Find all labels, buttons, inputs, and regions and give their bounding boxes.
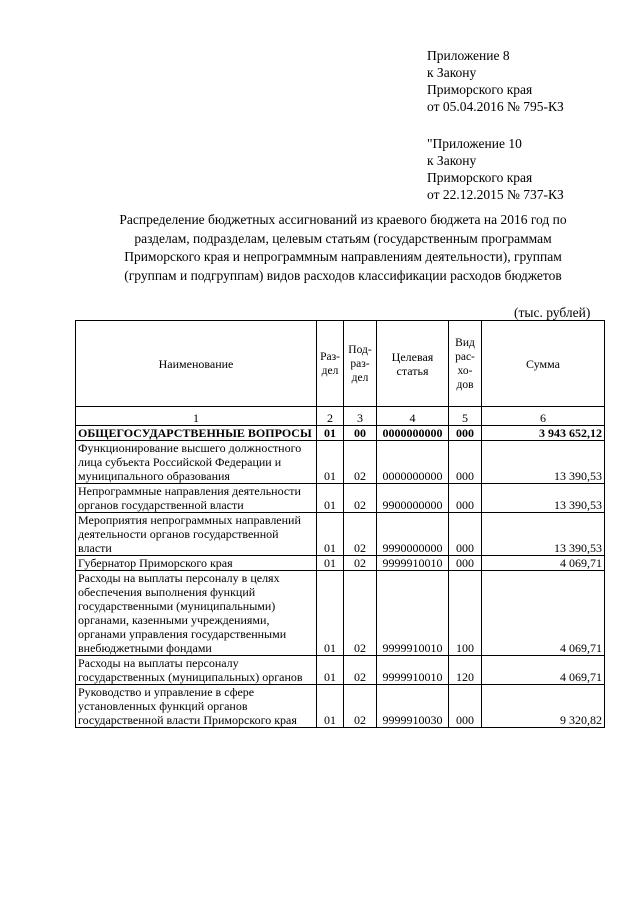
row-name-cell: Расходы на выплаты персоналу государственных (муниципальных) органов xyxy=(76,656,317,685)
row-target-cell: 9990000000 xyxy=(377,513,449,556)
appendix-current-reference xyxy=(427,47,564,115)
appendix-line: Приморского края xyxy=(427,170,533,185)
row-target-cell: 9999910010 xyxy=(377,656,449,685)
header-subsection: Под- раз- дел xyxy=(344,321,377,407)
row-expense-type-cell: 000 xyxy=(449,426,482,441)
column-number: 1 xyxy=(76,407,317,426)
table-row xyxy=(76,571,605,656)
table-body xyxy=(76,426,605,728)
title-line: Приморского края и непрограммным направлениям деятельности), группам xyxy=(124,249,562,264)
title-line: разделам, подразделам, целевым статьям (государственным программам xyxy=(134,230,552,246)
appendix-line: Приморского края xyxy=(427,82,533,97)
row-section-cell: 01 xyxy=(317,571,344,656)
row-expense-type-cell: 000 xyxy=(449,685,482,728)
appendix-line: от 05.04.2016 № 795-КЗ xyxy=(427,99,564,114)
title-line: Распределение бюджетных ассигнований из краевого бюджета на 2016 год по xyxy=(119,212,567,227)
table-row xyxy=(76,685,605,728)
row-amount-cell: 9 320,82 xyxy=(482,685,605,728)
column-number-row xyxy=(76,407,605,426)
appendix-original-reference xyxy=(427,135,564,203)
header-name: Наименование xyxy=(76,321,317,407)
row-subsection-cell: 02 xyxy=(344,556,377,571)
row-name-cell: Мероприятия непрограммных направлений деятельности органов государственной власти xyxy=(76,513,317,556)
row-expense-type-cell: 000 xyxy=(449,513,482,556)
row-subsection-cell: 02 xyxy=(344,656,377,685)
row-expense-type-cell: 000 xyxy=(449,484,482,513)
header-amount: Сумма xyxy=(482,321,605,407)
row-amount-cell: 3 943 652,12 xyxy=(482,426,605,441)
appendix-line: Приложение 8 xyxy=(427,48,510,63)
column-number: 4 xyxy=(377,407,449,426)
row-target-cell: 9999910030 xyxy=(377,685,449,728)
row-amount-cell: 13 390,53 xyxy=(482,484,605,513)
row-expense-type-cell: 100 xyxy=(449,571,482,656)
document-title xyxy=(78,211,608,285)
header-row xyxy=(76,321,605,407)
row-target-cell: 9999910010 xyxy=(377,571,449,656)
table-row xyxy=(76,556,605,571)
units-label: (тыс. рублей) xyxy=(514,305,591,320)
row-section-cell: 01 xyxy=(317,484,344,513)
row-target-cell: 9900000000 xyxy=(377,484,449,513)
row-expense-type-cell: 120 xyxy=(449,656,482,685)
appendix-line: от 22.12.2015 № 737-КЗ xyxy=(427,187,564,202)
row-name-cell: Функционирование высшего должностного лица субъекта Российской Федерации и муниципального образования xyxy=(76,441,317,484)
row-name-cell: ОБЩЕГОСУДАРСТВЕННЫЕ ВОПРОСЫ xyxy=(76,426,317,441)
row-subsection-cell: 02 xyxy=(344,571,377,656)
row-subsection-cell: 00 xyxy=(344,426,377,441)
row-name-cell: Руководство и управление в сфере установленных функций органов государственной власти Приморского края xyxy=(76,685,317,728)
appendix-line: к Закону xyxy=(427,65,477,80)
table-row xyxy=(76,484,605,513)
column-number: 2 xyxy=(317,407,344,426)
column-number: 5 xyxy=(449,407,482,426)
table-row xyxy=(76,513,605,556)
column-number: 6 xyxy=(482,407,605,426)
appendix-line: к Закону xyxy=(427,153,477,168)
row-target-cell: 9999910010 xyxy=(377,556,449,571)
row-subsection-cell: 02 xyxy=(344,441,377,484)
row-expense-type-cell: 000 xyxy=(449,556,482,571)
row-subsection-cell: 02 xyxy=(344,484,377,513)
row-amount-cell: 13 390,53 xyxy=(482,513,605,556)
header-section: Раз- дел xyxy=(317,321,344,407)
table-row xyxy=(76,426,605,441)
table-row xyxy=(76,656,605,685)
header-expense-type: Вид рас- хо- дов xyxy=(449,321,482,407)
row-section-cell: 01 xyxy=(317,426,344,441)
title-line: (группам и подгруппам) видов расходов классификации расходов бюджетов xyxy=(124,267,562,283)
column-number: 3 xyxy=(344,407,377,426)
row-amount-cell: 4 069,71 xyxy=(482,656,605,685)
row-section-cell: 01 xyxy=(317,441,344,484)
row-name-cell: Непрограммные направления деятельности органов государственной власти xyxy=(76,484,317,513)
row-subsection-cell: 02 xyxy=(344,685,377,728)
appendix-line: "Приложение 10 xyxy=(427,136,522,151)
row-section-cell: 01 xyxy=(317,685,344,728)
row-section-cell: 01 xyxy=(317,513,344,556)
row-section-cell: 01 xyxy=(317,556,344,571)
row-expense-type-cell: 000 xyxy=(449,441,482,484)
row-amount-cell: 4 069,71 xyxy=(482,571,605,656)
row-target-cell: 0000000000 xyxy=(377,426,449,441)
table-row xyxy=(76,441,605,484)
row-amount-cell: 4 069,71 xyxy=(482,556,605,571)
budget-table xyxy=(75,320,605,728)
row-amount-cell: 13 390,53 xyxy=(482,441,605,484)
row-name-cell: Расходы на выплаты персоналу в целях обеспечения выполнения функций государственными (муниципальными) органами, казенными учреждениями, органами управления государственными внебюджетными фондами xyxy=(76,571,317,656)
row-name-cell: Губернатор Приморского края xyxy=(76,556,317,571)
row-target-cell: 0000000000 xyxy=(377,441,449,484)
row-subsection-cell: 02 xyxy=(344,513,377,556)
row-section-cell: 01 xyxy=(317,656,344,685)
header-target: Целевая статья xyxy=(377,321,449,407)
